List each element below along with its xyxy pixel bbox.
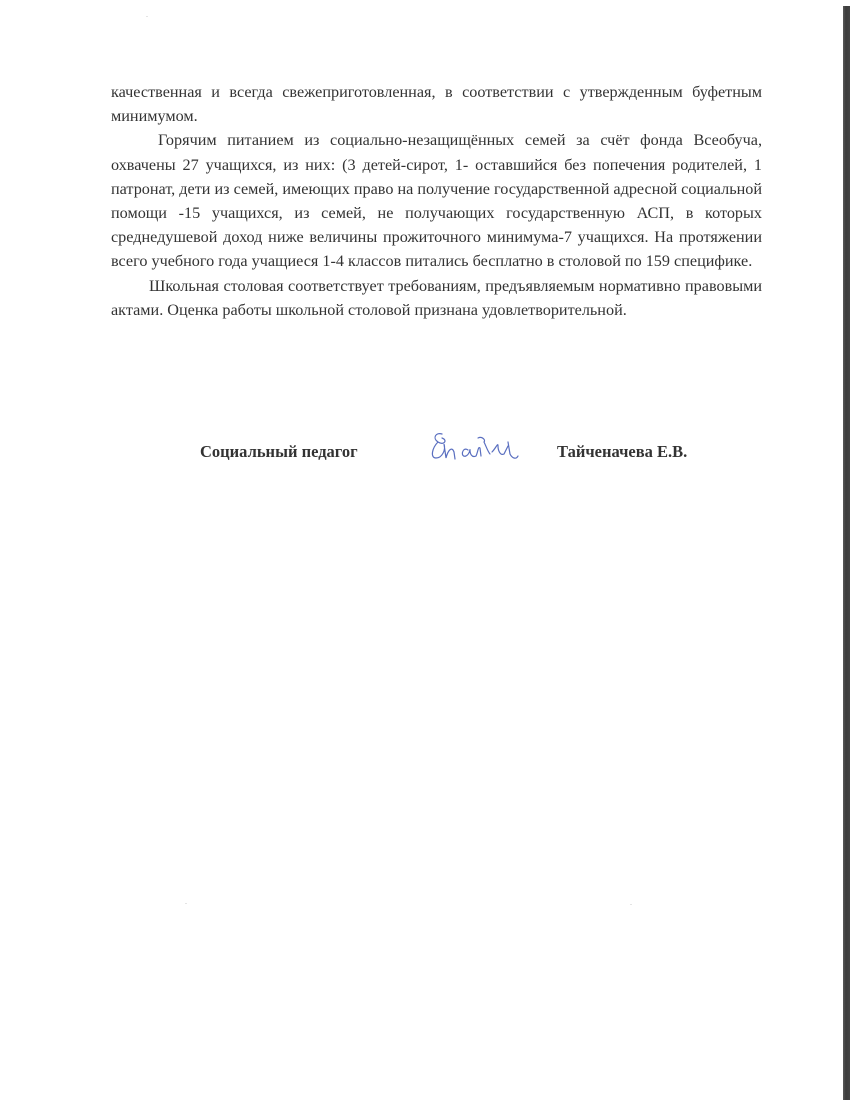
- paragraph-canteen-assessment: Школьная столовая соответствует требованиям, предъявляемым нормативно правовыми актами. Оценка работы школьной столовой признана удовлетворительной.: [111, 276, 762, 319]
- paragraph-hot-meals: Горячим питанием из социально-незащищённых семей за счёт фонда Всеобуча, охвачены 27 учащихся, из них: (3 детей-сирот, 1- оставшийся без попечения родителей, 1 патронат, дети из семей, имеющих право на получение государственной адресной социальной помощи -15 учащихся, из семей, не получающих государственную АСП, в которых среднедушевой доход ниже величины прожиточного минимума-7 учащихся. На протяжении всего учебного года учащиеся 1-4 классов питались бесплатно в столовой по 159 специфике.: [111, 131, 762, 271]
- paragraph-buffet-minimum: качественная и всегда свежеприготовленная, в соответствии с утвержденным буфетным минимумом.: [111, 83, 762, 126]
- scan-speck: [630, 904, 632, 905]
- signature-block: [0, 436, 843, 476]
- signatory-role: Социальный педагог: [200, 442, 358, 461]
- handwritten-signature-icon: [428, 428, 520, 468]
- signatory-name: Тайченачева Е.В.: [557, 442, 688, 461]
- body-text: [111, 80, 762, 322]
- scan-speck: [146, 16, 148, 17]
- scan-edge-shadow: [843, 6, 850, 1100]
- scan-speck: [185, 903, 187, 904]
